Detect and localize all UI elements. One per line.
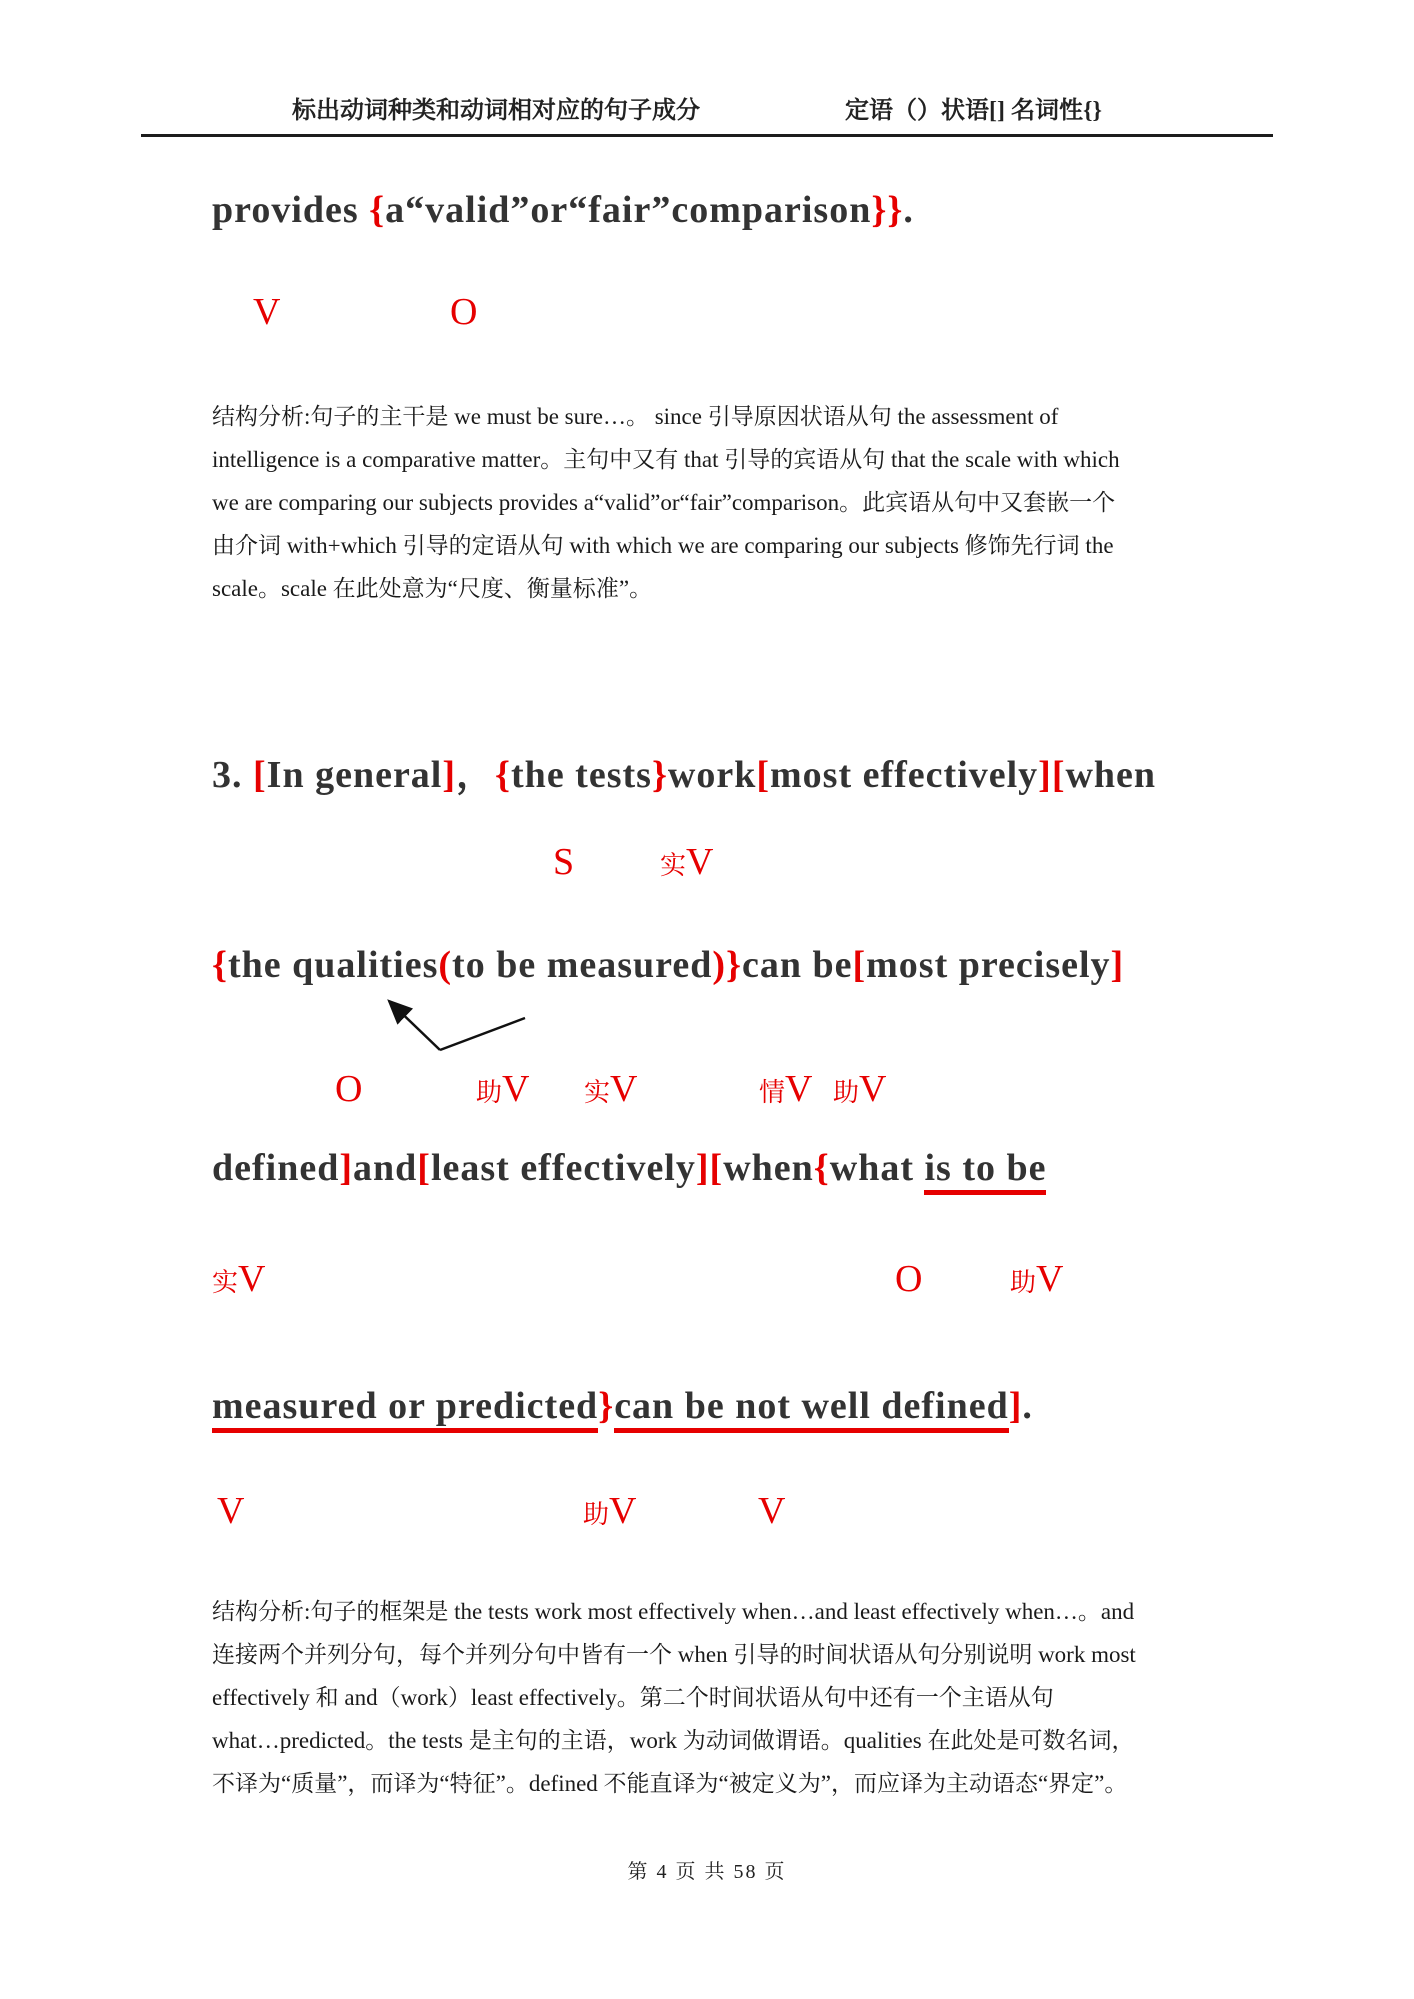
grammar-label-prefix: 助 bbox=[1010, 1268, 1037, 1297]
grammar-label-row-v-zhuv-v: V bbox=[217, 1490, 245, 1532]
grammar-label-row-v-o: V bbox=[253, 291, 281, 333]
analysis-line: what…predicted。the tests 是主句的主语，work 为动词做谓语。qualities 在此处是可数名词， bbox=[212, 1728, 1135, 1753]
grammar-label-prefix: 情 bbox=[759, 1078, 786, 1107]
analysis-line: 连接两个并列分句，每个并列分句中皆有一个 when 引导的时间状语从句分别说明 work most bbox=[212, 1642, 1136, 1667]
modifier-arrow bbox=[365, 988, 545, 1063]
analysis-line: 结构分析:句子的主干是 we must be sure…。 since 引导原因状语从句 the assessment of bbox=[212, 404, 1059, 429]
text-run: a“valid”or“fair”comparison bbox=[385, 189, 872, 231]
grammar-label-row-o-verbchain: 助V bbox=[476, 1068, 530, 1110]
text-run: } bbox=[651, 754, 668, 796]
analysis-line: effectively 和 and（work）least effectively。第二个时间状语从句中还有一个主语从句 bbox=[212, 1685, 1054, 1710]
grammar-label-row-o-verbchain: 助V bbox=[833, 1068, 887, 1110]
analysis-line: 由介词 with+which 引导的定语从句 with which we are comparing our subjects 修饰先行词 the bbox=[212, 533, 1114, 558]
text-run: { bbox=[495, 754, 512, 796]
text-run: . bbox=[1022, 1385, 1033, 1427]
text-run: defined bbox=[212, 1147, 340, 1189]
text-run: ] bbox=[1008, 1385, 1023, 1427]
text-run: what bbox=[829, 1147, 925, 1189]
text-run: provides bbox=[212, 189, 370, 231]
text-run: the tests bbox=[511, 754, 652, 796]
text-run: can be not well defined bbox=[614, 1385, 1009, 1433]
text-run: when bbox=[1065, 754, 1157, 796]
sentence-3-line-2 bbox=[212, 943, 1124, 987]
text-run: measured or predicted bbox=[212, 1385, 598, 1433]
grammar-label-row-shiv-o-zhuv: 助V bbox=[1010, 1258, 1064, 1300]
sentence-3-line-4 bbox=[212, 1384, 1033, 1428]
text-run: 3. bbox=[212, 754, 253, 796]
text-run: { bbox=[813, 1147, 830, 1189]
text-run: } bbox=[598, 1385, 615, 1427]
grammar-label-row-s-shiv: S bbox=[553, 841, 575, 883]
text-run: most effectively bbox=[770, 754, 1039, 796]
grammar-label-row-v-zhuv-v: 助V bbox=[583, 1490, 637, 1532]
text-run: ][ bbox=[695, 1147, 724, 1189]
text-run: to be measured bbox=[452, 944, 713, 986]
header-instruction: 标出动词种类和动词相对应的句子成分 bbox=[292, 98, 700, 124]
header-rule bbox=[141, 134, 1273, 137]
text-run: In general bbox=[266, 754, 443, 796]
text-run: ] bbox=[1110, 944, 1125, 986]
text-run: is to be bbox=[924, 1147, 1046, 1195]
text-run: ][ bbox=[1038, 754, 1066, 796]
analysis-line: intelligence is a comparative matter。主句中又有 that 引导的宾语从句 that the scale with which bbox=[212, 447, 1120, 472]
text-run: ， bbox=[456, 754, 496, 796]
text-run: { bbox=[369, 189, 386, 231]
text-run: ] bbox=[339, 1147, 354, 1189]
text-run: )} bbox=[712, 944, 742, 986]
grammar-label-row-s-shiv: 实V bbox=[660, 841, 714, 883]
text-run: [ bbox=[852, 944, 867, 986]
text-run: [ bbox=[417, 1147, 431, 1189]
grammar-label-row-shiv-o-zhuv: 实V bbox=[212, 1258, 266, 1300]
page-number: 第 4 页 共 58 页 bbox=[627, 1861, 787, 1883]
text-run: . bbox=[903, 189, 914, 231]
grammar-label-row-v-zhuv-v: V bbox=[758, 1490, 786, 1532]
grammar-label-prefix: 实 bbox=[584, 1078, 611, 1107]
text-run: [ bbox=[253, 754, 267, 796]
grammar-label-prefix: 实 bbox=[660, 851, 687, 880]
sentence-3-line-1 bbox=[212, 743, 1156, 798]
text-run: [ bbox=[756, 754, 771, 796]
text-run: ] bbox=[442, 754, 457, 796]
analysis-line: 结构分析:句子的框架是 the tests work most effectively when…and least effectively when…。and bbox=[212, 1599, 1135, 1624]
text-run: can be bbox=[741, 944, 853, 986]
grammar-label-row-o-verbchain: 情V bbox=[759, 1068, 813, 1110]
grammar-label-row-shiv-o-zhuv: O bbox=[895, 1258, 923, 1300]
grammar-label-prefix: 助 bbox=[833, 1078, 860, 1107]
analysis-line: we are comparing our subjects provides a“valid”or“fair”comparison。此宾语从句中又套嵌一个 bbox=[212, 490, 1116, 515]
grammar-label-row-o-verbchain: 实V bbox=[584, 1068, 638, 1110]
text-run: }} bbox=[871, 189, 904, 231]
text-run: least effectively bbox=[430, 1147, 696, 1189]
analysis-paragraph-1 bbox=[212, 395, 1212, 610]
analysis-line: scale。scale 在此处意为“尺度、衡量标准”。 bbox=[212, 576, 653, 601]
text-run: most precisely bbox=[866, 944, 1111, 986]
text-run: { bbox=[212, 944, 228, 986]
grammar-label-prefix: 助 bbox=[583, 1500, 610, 1529]
text-run: and bbox=[353, 1147, 418, 1189]
analysis-paragraph-2 bbox=[212, 1590, 1212, 1805]
text-run: the qualities bbox=[227, 944, 439, 986]
text-run: when bbox=[723, 1147, 814, 1189]
header-legend: 定语（）状语[] 名词性{} bbox=[845, 98, 1102, 124]
grammar-label-row-v-o: O bbox=[450, 291, 478, 333]
grammar-label-prefix: 助 bbox=[476, 1078, 503, 1107]
grammar-label-row-o-verbchain: O bbox=[335, 1068, 363, 1110]
text-run: work bbox=[667, 754, 757, 796]
sentence-1 bbox=[212, 188, 914, 232]
text-run: ( bbox=[438, 944, 453, 986]
sentence-3-line-3 bbox=[212, 1146, 1046, 1190]
analysis-line: 不译为“质量”，而译为“特征”。defined 不能直译为“被定义为”，而应译为主动语态“界定”。 bbox=[212, 1771, 1128, 1796]
grammar-label-prefix: 实 bbox=[212, 1268, 239, 1297]
